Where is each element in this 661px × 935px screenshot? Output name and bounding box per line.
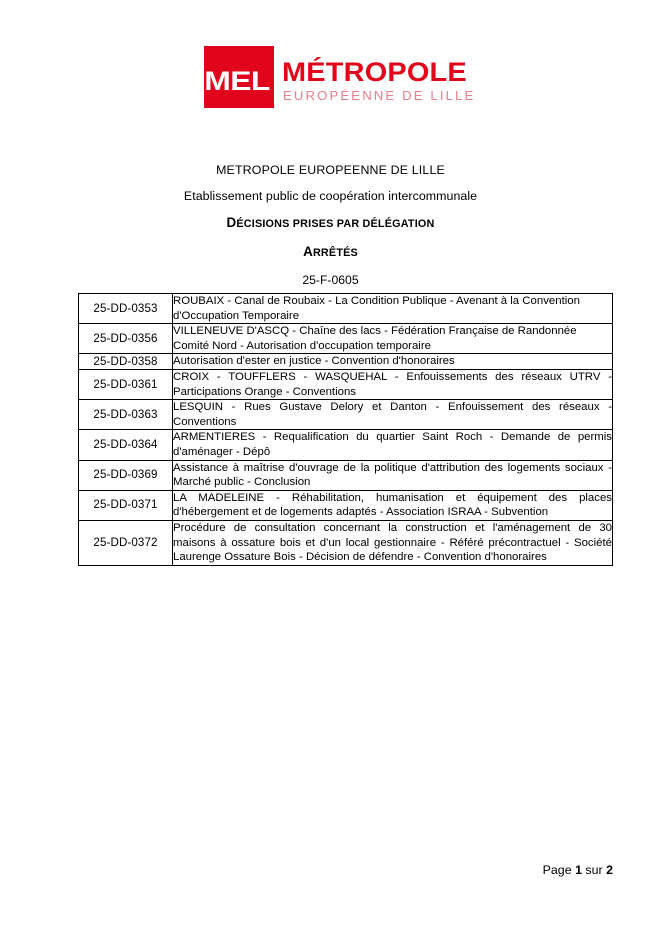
document-reference: 25-F-0605 (302, 273, 359, 287)
decision-description: ROUBAIX - Canal de Roubaix - La Condition Publique - Avenant à la Convention d'Occupation Temporaire (173, 294, 613, 324)
table-row (79, 294, 613, 324)
table-row (79, 354, 613, 370)
decision-description: LA MADELEINE - Réhabilitation, humanisation et équipement des places d'hébergement et de logements adaptés - Association ISRAA - Subvention (173, 490, 613, 520)
decision-description: LESQUIN - Rues Gustave Delory et Danton - Enfouissement des réseaux - Conventions (173, 400, 613, 430)
section-title-rest: ÉCISIONS PRISES PAR DÉLÉGATION (236, 218, 435, 230)
decision-description: CROIX - TOUFFLERS - WASQUEHAL - Enfouissements des réseaux UTRV - Participations Orange - Conventions (173, 369, 613, 399)
page-footer (0, 862, 613, 878)
decision-description: ARMENTIERES - Requalification du quartier Saint Roch - Demande de permis d'aménager - Dépô (173, 430, 613, 460)
footer-of-word: sur (585, 863, 603, 877)
organisation-subtitle: Etablissement public de coopération intercommunale (183, 189, 478, 203)
table-row (79, 520, 613, 565)
decision-description: Assistance à maîtrise d'ouvrage de la politique d'attribution des logements sociaux - Marché public - Conclusion (173, 460, 613, 490)
decision-reference: 25-DD-0361 (79, 369, 173, 399)
logo-subtitle-europeenne-de-lille: EUROPÉENNE DE LILLE (283, 88, 476, 103)
table-row (79, 460, 613, 490)
document-type-rest: RRÊTÉS (312, 247, 358, 259)
decision-reference: 25-DD-0356 (79, 324, 173, 354)
footer-page-number: 1 (575, 863, 582, 877)
decision-reference: 25-DD-0363 (79, 400, 173, 430)
mel-logo (204, 46, 476, 110)
decision-reference: 25-DD-0358 (79, 354, 173, 370)
logo-title-metropole: MÉTROPOLE (282, 57, 467, 87)
decision-description: Autorisation d'ester en justice - Convention d'honoraires (173, 354, 613, 370)
table-row (79, 490, 613, 520)
table-row (79, 324, 613, 354)
document-header (0, 157, 661, 294)
footer-total-pages: 2 (606, 863, 613, 877)
decision-reference: 25-DD-0364 (79, 430, 173, 460)
section-title-initial: D (226, 215, 237, 230)
document-type (0, 238, 661, 267)
table-row (79, 400, 613, 430)
decision-description: Procédure de consultation concernant la construction et l'aménagement de 30 maisons à ossature bois et d'un local gestionnaire - Référé précontractuel - Société Laurenge Ossature Bois - Décision de défendre - Convention d'honoraires (173, 520, 613, 565)
decisions-table (78, 293, 613, 566)
decision-reference: 25-DD-0353 (79, 294, 173, 324)
organisation-name: METROPOLE EUROPEENNE DE LILLE (216, 163, 445, 177)
decision-description: VILLENEUVE D'ASCQ - Chaîne des lacs - Fédération Française de Randonnée Comité Nord - Autorisation d'occupation temporaire (173, 324, 613, 354)
section-title (0, 209, 661, 238)
decision-reference: 25-DD-0372 (79, 520, 173, 565)
document-type-initial: A (303, 244, 313, 259)
table-row (79, 369, 613, 399)
decision-reference: 25-DD-0369 (79, 460, 173, 490)
footer-page-word: Page (542, 863, 572, 877)
mel-logo-text: MEL (204, 66, 270, 96)
table-row (79, 430, 613, 460)
decision-reference: 25-DD-0371 (79, 490, 173, 520)
decisions-table-body (79, 294, 613, 566)
